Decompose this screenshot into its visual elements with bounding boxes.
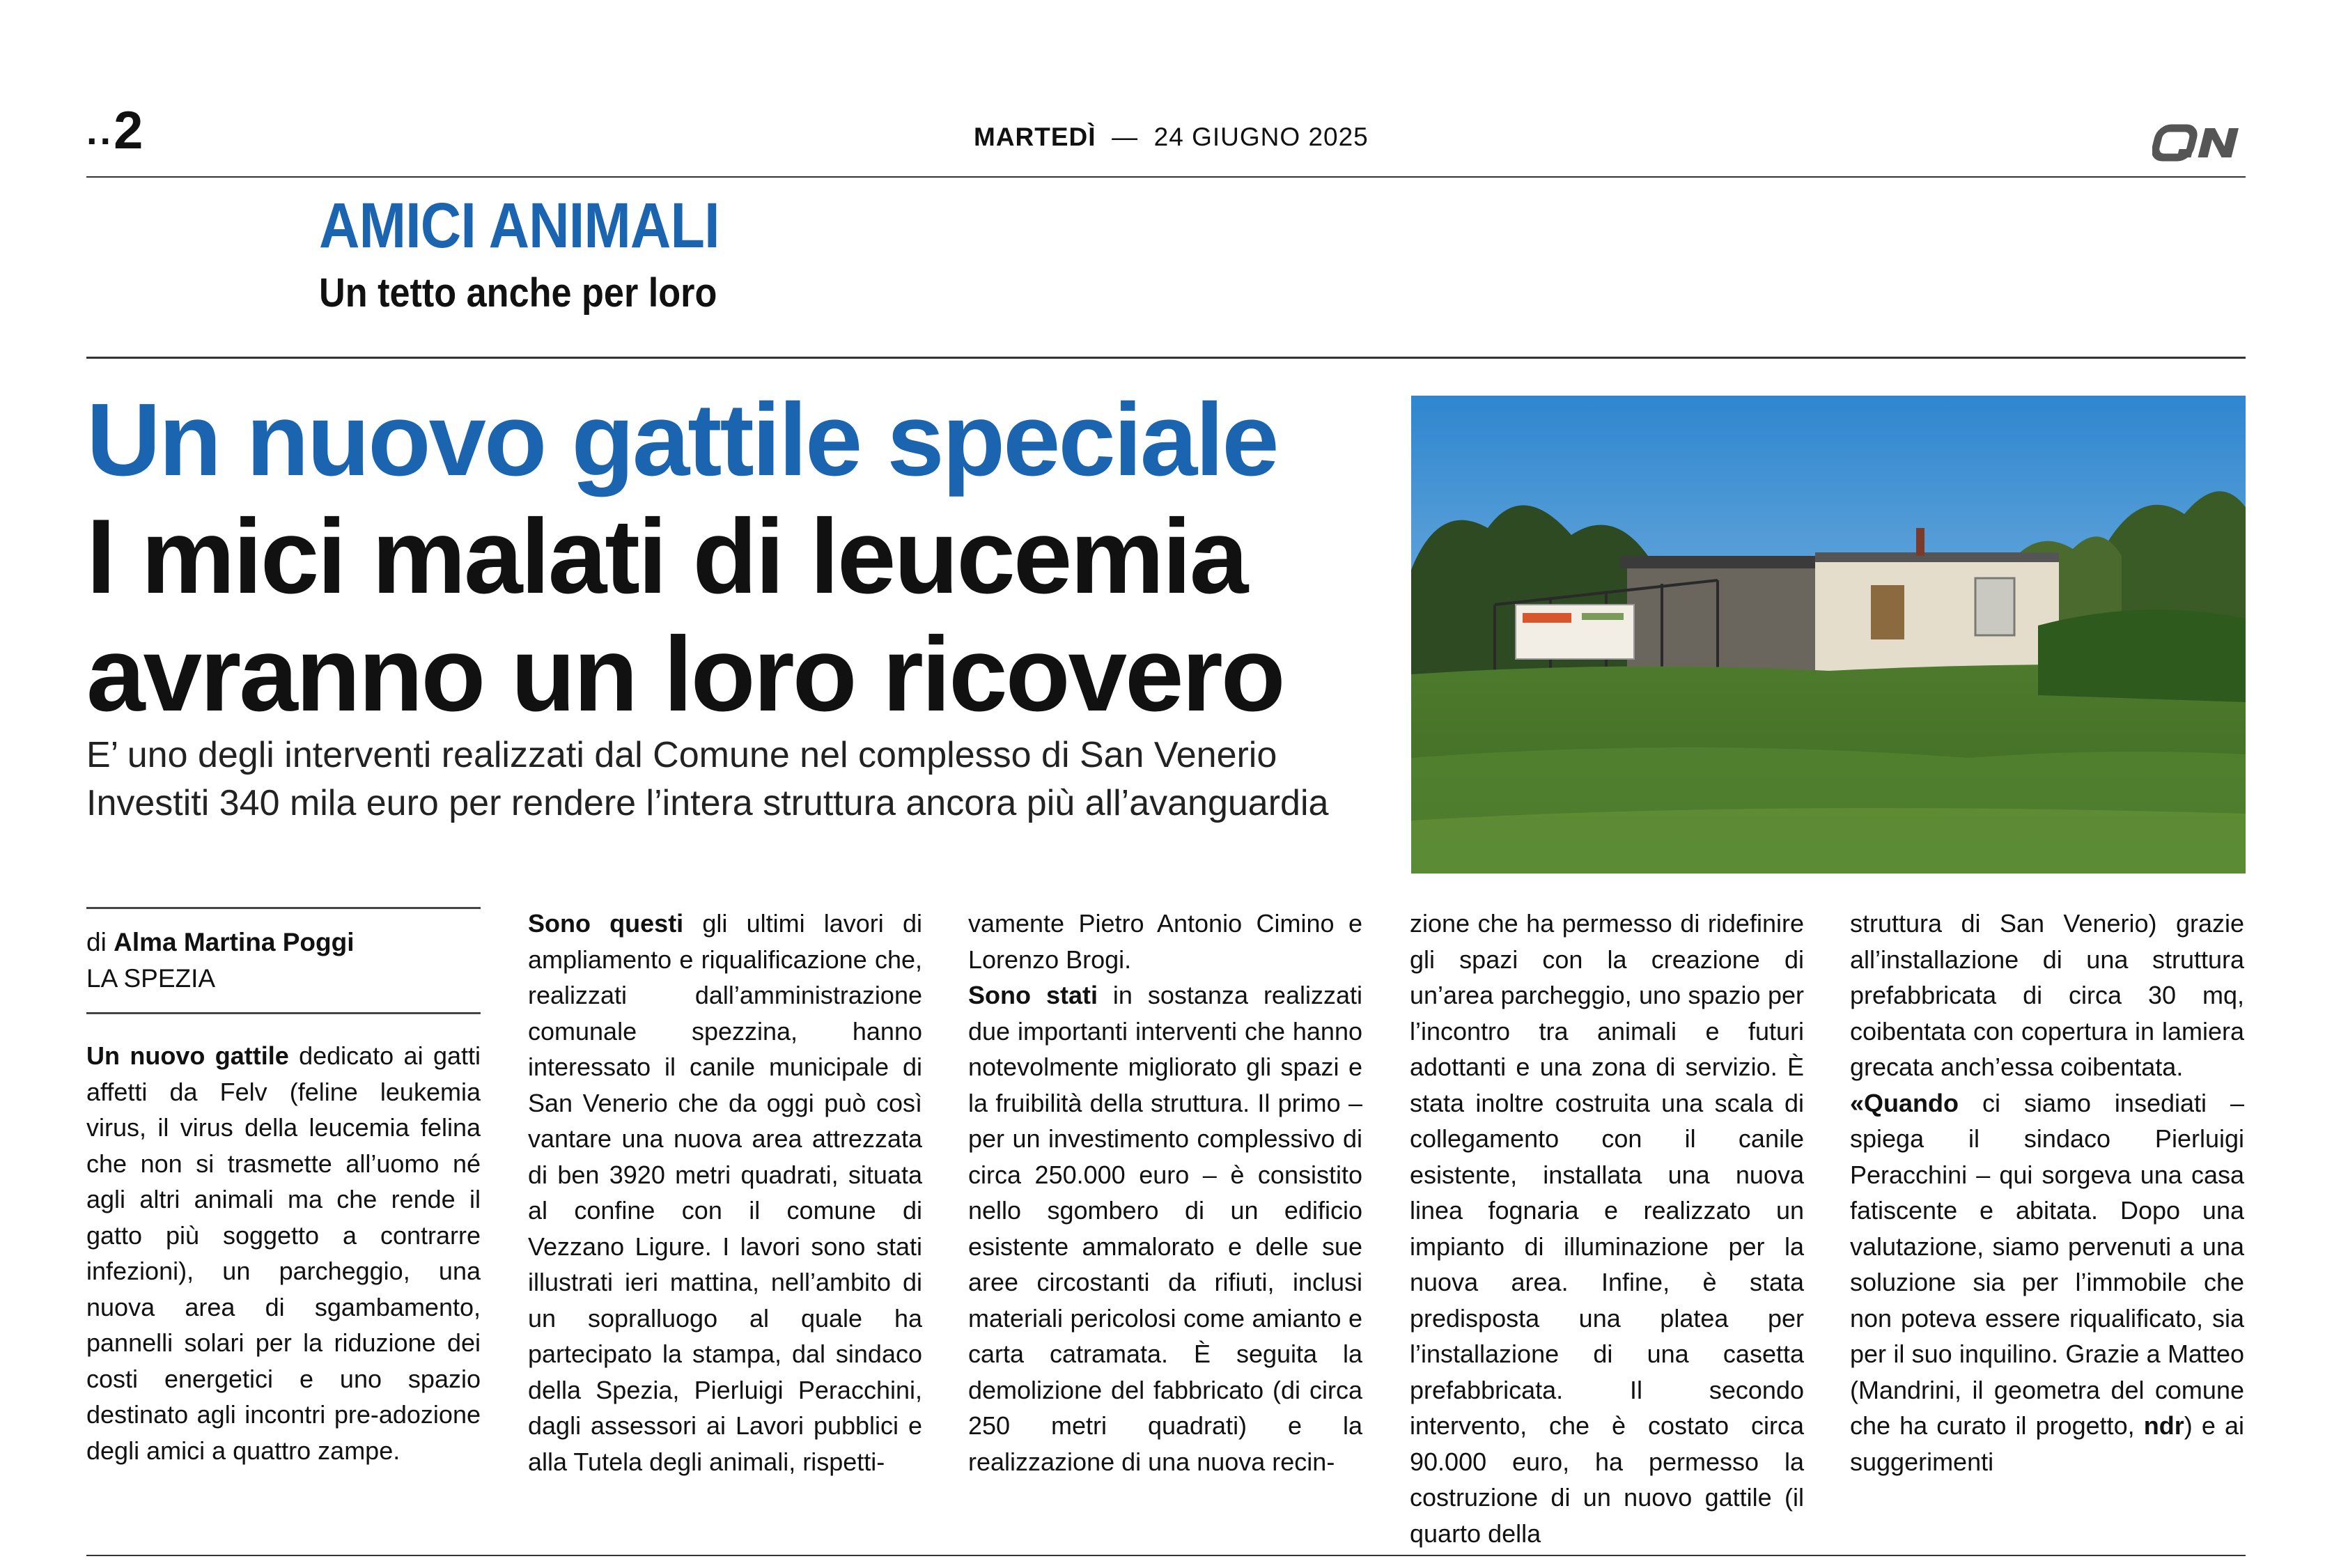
article-column-4	[1410, 906, 1804, 1551]
byline-location: LA SPEZIA	[86, 964, 216, 993]
paragraph: zione che ha permesso di ridefinire gli spazi con la creazione di un’area parcheggio, uno spazio per l’incontro tra animali e futuri adottanti e una zona di servizio. È stata inoltre costruita una scala di collegamento con il canile esistente, installata una nuova linea fognaria e realizzato un impianto di illuminazione per la nuova area. Infine, è stata predisposta una platea per l’installazione di una casetta prefabbricata. Il secondo intervento, che è costato circa 90.000 euro, ha permesso la costruzione di un nuovo gattile (il quarto della	[1410, 909, 1804, 1548]
paragraph-text: dedicato ai gatti affetti da Felv (feline leukemia virus, il virus della leucemia felina che non si trasmette all’uomo né agli altri animali ma che rende il gatto più soggetto a contrarre infezioni), un parcheggio, una nuova area di sgambamento, pannelli solari per la riduzione dei costi energetici e uno spazio destinato agli incontri pre-adozione degli amici a quattro zampe.	[86, 1041, 481, 1465]
article-column-2	[528, 906, 922, 1480]
byline-text	[86, 909, 481, 1012]
lead-in: Sono questi	[528, 909, 684, 938]
page-number-value: 2	[114, 101, 143, 160]
byline-author: Alma Martina Poggi	[114, 928, 355, 956]
section-rule	[86, 357, 2246, 359]
page-number	[86, 101, 143, 160]
deck-line-1: E’ uno degli interventi realizzati dal Comune nel complesso di San Venerio	[86, 735, 1277, 775]
byline-author-line	[86, 924, 481, 961]
paragraph	[968, 977, 1362, 1480]
headline-kicker: Un nuovo gattile speciale	[86, 382, 1277, 497]
lead-in: Un nuovo gattile	[86, 1041, 289, 1070]
paragraph	[86, 1038, 481, 1468]
page-dots: ..	[86, 109, 114, 153]
byline	[86, 907, 481, 1014]
paragraph	[1850, 1085, 2244, 1480]
paragraph-text: ci siamo insediati – spiega il sindaco Pierluigi Peracchini – qui sorgeva una casa fatiscente e abitata. Dopo una valutazione, siamo pervenuti a una soluzione sia per l’immobile che non poteva essere riqualificato, sia per il suo inquilino. Grazie a Matteo (Mandrini, il geometra del comune che ha curato il progetto,	[1850, 1088, 2244, 1440]
date-separator: —	[1112, 123, 1139, 151]
lead-in: «Quando	[1850, 1088, 1959, 1117]
lead-in: Sono stati	[968, 981, 1098, 1009]
headline-line-1: I mici malati di leucemia	[86, 497, 1247, 616]
deck-line-2: Investiti 340 mila euro per rendere l’intera struttura ancora più all’avanguardia	[86, 783, 1329, 823]
section-subtitle: Un tetto anche per loro	[319, 270, 717, 316]
paragraph-text: in sostanza realizzati due importanti interventi che hanno notevolmente migliorato gli spazi e la fruibilità della struttura. Il primo – per un investimento complessivo di circa 250.000 euro – è consistito nello sgombero di un edificio esistente ammalorato e delle sue aree circostanti da rifiuti, inclusi materiali pericolosi come amianto e carta catramata. È seguita la demolizione del fabbricato (di circa 250 metri quadrati) e la realizzazione di una nuova recin-	[968, 981, 1362, 1476]
footer-rule	[86, 1555, 2246, 1556]
ndr-note: ndr	[2143, 1411, 2184, 1440]
date-day: MARTEDÌ	[974, 123, 1096, 151]
byline-bottom-rule	[86, 1012, 481, 1014]
paragraph-text: ) e ai suggerimenti	[1850, 1411, 2244, 1476]
article-photo	[1411, 396, 2246, 874]
paragraph: vamente Pietro Antonio Cimino e Lorenzo Brogi.	[968, 909, 1362, 974]
date-line	[974, 124, 1369, 150]
header-rule	[86, 176, 2246, 178]
paragraph: struttura di San Venerio) grazie all’installazione di una struttura prefabbricata di circa 30 mq, coibentata con copertura in lamiera grecata anch’essa coibentata.	[1850, 909, 2244, 1081]
article-column-3	[968, 906, 1362, 1480]
paragraph	[528, 906, 922, 1480]
section-title: AMICI ANIMALI	[319, 190, 720, 261]
article-column-5	[1850, 906, 2244, 1480]
paragraph-text: gli ultimi lavori di ampliamento e riqualificazione che, realizzati dall’amministrazione comunale spezzina, hanno interessato il canile municipale di San Venerio che da oggi può così vantare una nuova area attrezzata di ben 3920 metri quadrati, situata al confine con il comune di Vezzano Ligure. I lavori sono stati illustrati ieri mattina, nell’ambito di un sopralluogo al quale ha partecipato la stampa, dal sindaco della Spezia, Pierluigi Peracchini, dagli assessori ai Lavori pubblici e alla Tutela degli animali, rispetti-	[528, 909, 923, 1476]
headline-line-2: avranno un loro ricovero	[86, 615, 1284, 733]
article-column-1	[86, 1038, 481, 1468]
qn-logo	[2152, 123, 2246, 163]
date-value: 24 GIUGNO 2025	[1153, 123, 1369, 151]
byline-prefix: di	[86, 928, 107, 956]
